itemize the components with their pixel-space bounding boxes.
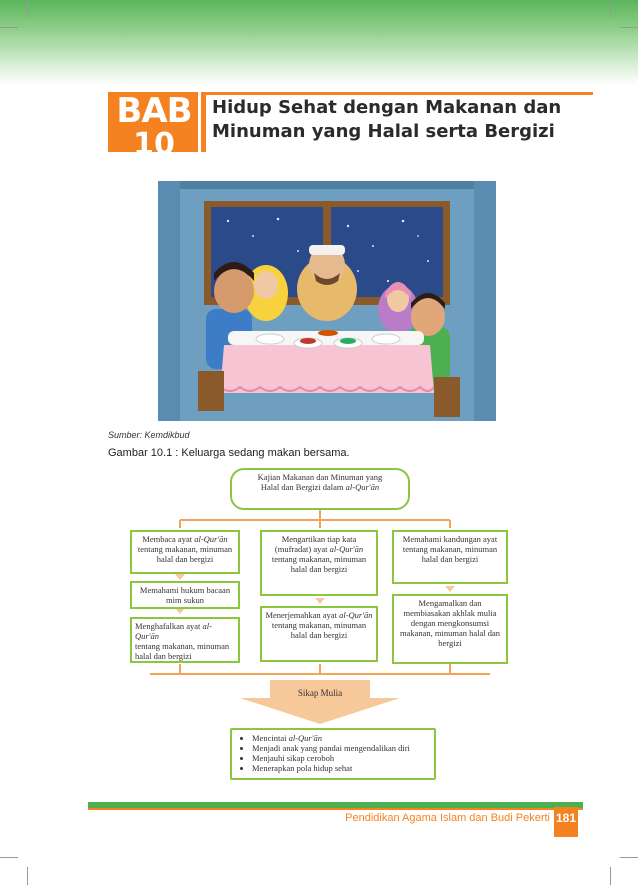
- concept-node-read: Membaca ayat al-Qur'ān tentang makanan, minuman halal dan bergizi: [130, 530, 240, 574]
- quran-term: al-Qur'ān: [288, 733, 323, 743]
- concept-node-mim-sukun: Memahami hukum bacaan mim sukun: [130, 581, 240, 609]
- crop-mark: [610, 867, 611, 885]
- quran-term: al-Qur'ān: [339, 610, 373, 620]
- attitude-label: Sikap Mulia: [297, 688, 343, 698]
- concept-node-content: Memahami kandungan ayat tentang makanan, minuman halal dan bergizi: [392, 530, 508, 584]
- crop-mark: [610, 0, 611, 18]
- header-band: [0, 0, 638, 85]
- crop-mark: [0, 27, 18, 28]
- root-line1: Kajian Makanan dan Minuman yang: [257, 472, 383, 482]
- title-rule-vertical: [201, 92, 206, 152]
- chapter-number: 10: [133, 127, 175, 162]
- concept-map: [120, 462, 520, 782]
- concept-node-mufradat: Mengartikan tiap kata (mufradat) ayat al-Qur'ān tentang makanan, minuman halal dan bergizi: [260, 530, 378, 596]
- attitude-item: • Menjadi anak yang pandai mengendalikan diri: [252, 743, 428, 753]
- figure-source: Sumber: Kemdikbud: [108, 430, 190, 440]
- attitude-item: • Menjauhi sikap ceroboh: [252, 753, 428, 763]
- attitude-item: • Menerapkan pola hidup sehat: [252, 763, 428, 773]
- concept-node-memorize: Menghafalkan ayat al-Qur'ān tentang makanan, minuman halal dan bergizi: [130, 617, 240, 663]
- crop-mark: [27, 867, 28, 885]
- family-meal-illustration: [158, 181, 496, 421]
- figure-caption: Gambar 10.1 : Keluarga sedang makan bersama.: [108, 447, 350, 459]
- chapter-title-line1: Hidup Sehat dengan Makanan dan: [212, 97, 562, 118]
- quran-term: al-Qur'ān: [194, 534, 228, 544]
- page-number: 181: [555, 811, 577, 825]
- attitude-item: • Mencintai al-Qur'ān: [252, 733, 428, 743]
- chapter-label: BAB: [116, 91, 192, 131]
- root-line2: Halal dan Bergizi dalam al-Qur'ān: [260, 482, 380, 492]
- footer-rule-orange: [88, 808, 583, 810]
- crop-mark: [0, 857, 18, 858]
- attitude-list: [230, 728, 436, 780]
- chapter-title-line2: Minuman yang Halal serta Bergizi: [212, 121, 555, 142]
- crop-mark: [620, 857, 638, 858]
- concept-map-root: [230, 468, 410, 510]
- chapter-title: [212, 96, 592, 144]
- concept-node-practice: Mengamalkan dan membiasakan akhlak mulia dengan mengkonsumsi makanan, minuman halal dan bergizi: [392, 594, 508, 664]
- concept-node-translate: Menerjemahkan ayat al-Qur'ān tentang makanan, minuman halal dan bergizi: [260, 606, 378, 662]
- quran-term: al-Qur'ān: [135, 621, 212, 641]
- title-rule-horizontal: [206, 92, 593, 95]
- quran-term: al-Qur'ān: [345, 482, 380, 492]
- quran-term: al-Qur'ān: [329, 544, 364, 554]
- crop-mark: [27, 0, 28, 18]
- footer-book-title: Pendidikan Agama Islam dan Budi Pekerti: [345, 812, 550, 824]
- crop-mark: [620, 27, 638, 28]
